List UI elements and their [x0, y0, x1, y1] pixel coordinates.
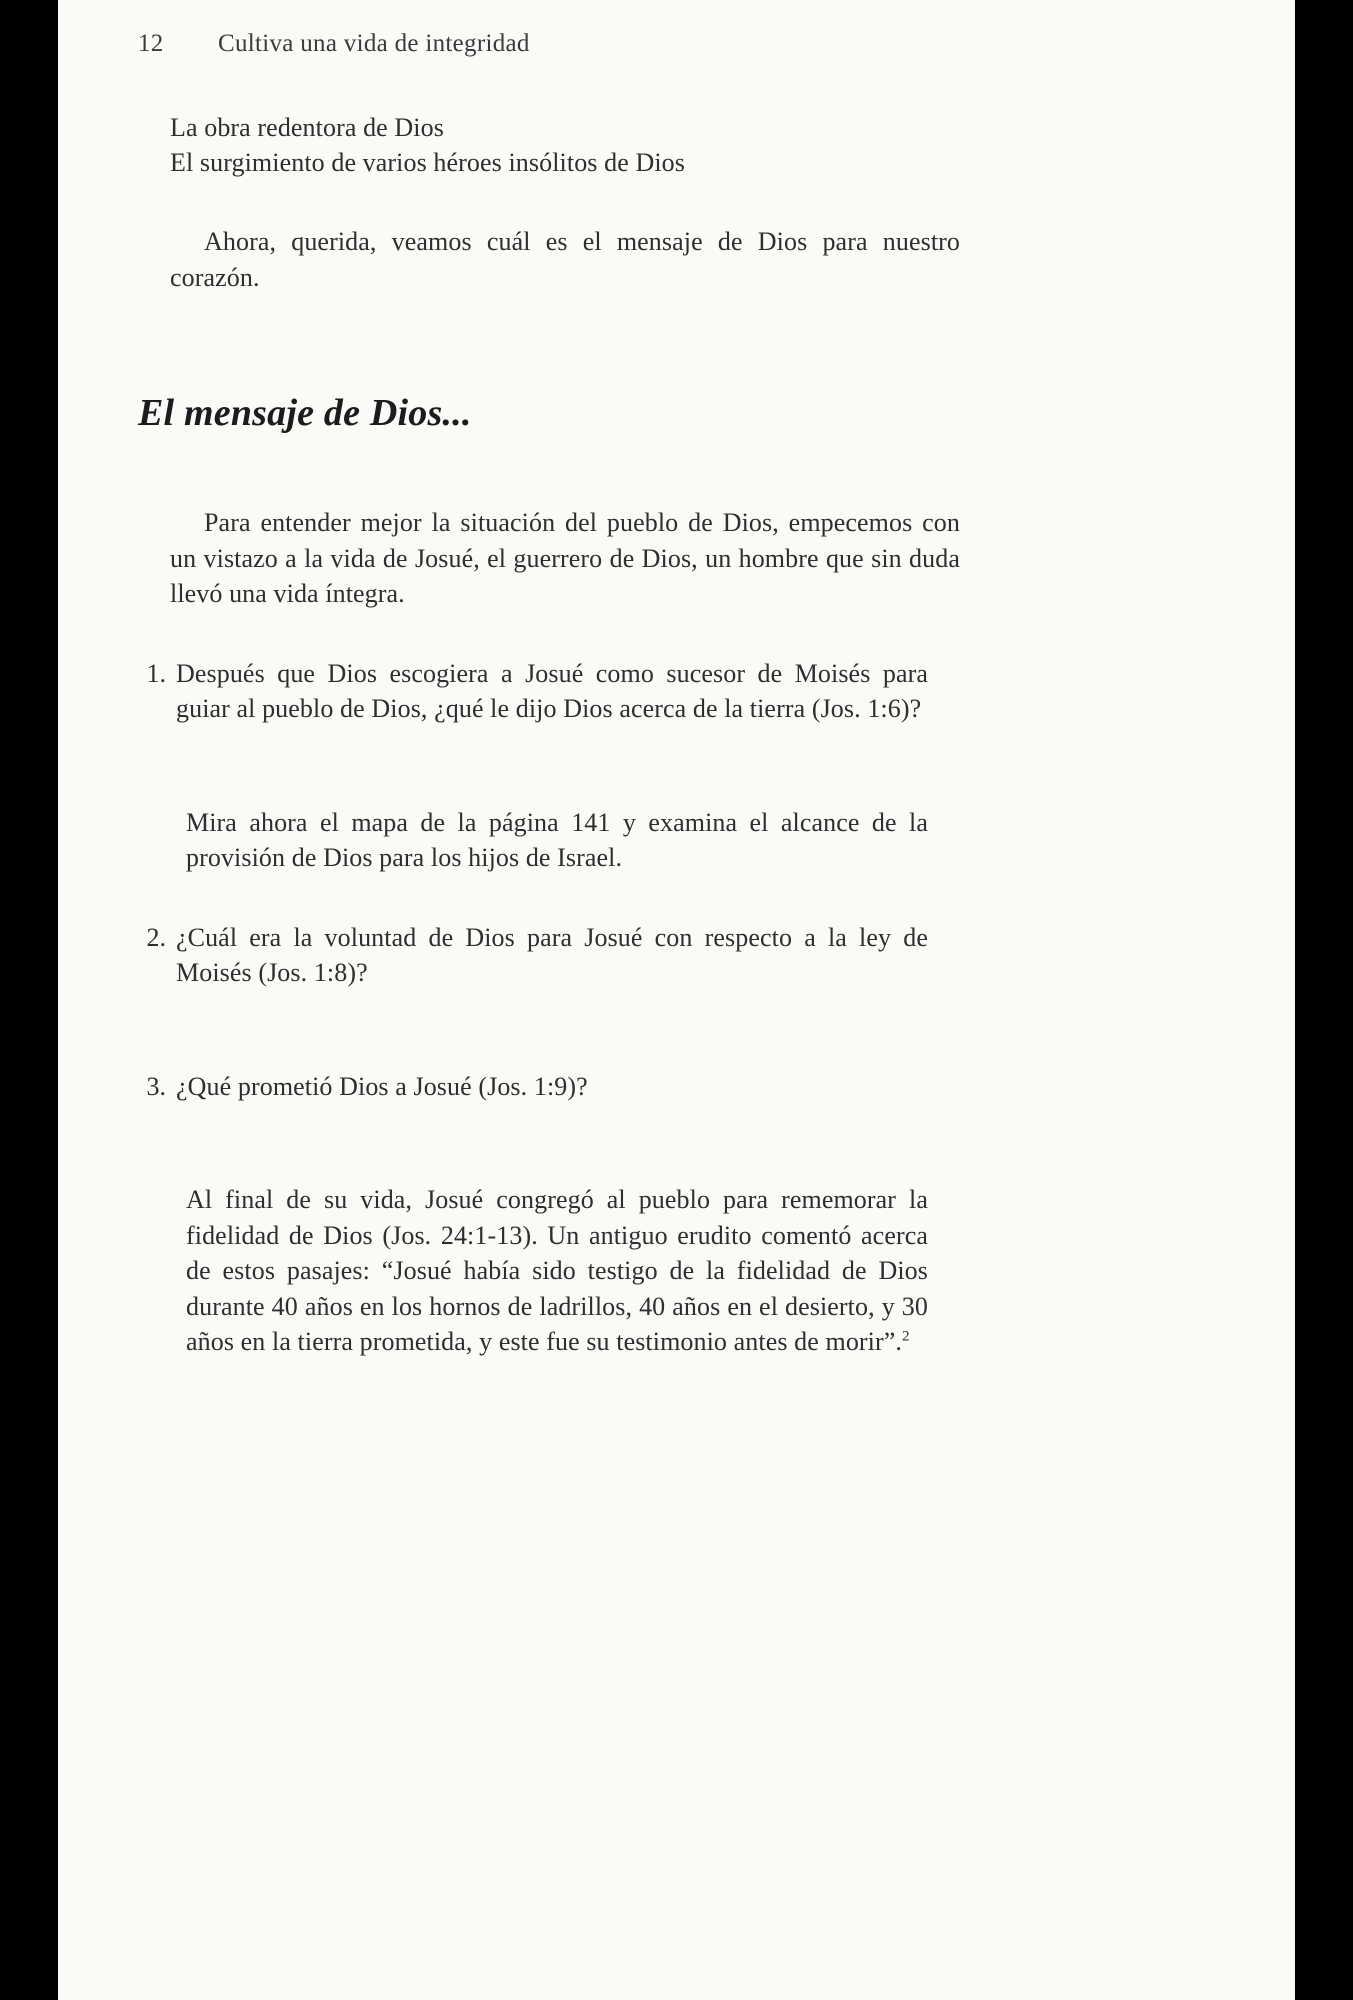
spacer	[138, 612, 1018, 656]
intro-block	[138, 505, 960, 612]
book-page	[58, 0, 1295, 2000]
spacer	[138, 180, 1018, 224]
letterbox-right	[1295, 0, 1353, 2000]
running-head	[138, 30, 1018, 58]
spacer	[138, 876, 1018, 920]
map-note-block	[138, 805, 928, 876]
footnote-marker: 2	[902, 1328, 910, 1345]
answer-space[interactable]	[138, 991, 1018, 1069]
answer-space[interactable]	[138, 1104, 1018, 1182]
question-item	[138, 920, 928, 991]
outline-line-1: La obra redentora de Dios	[170, 113, 444, 142]
page-content-column	[138, 30, 1018, 1360]
page-number: 12	[138, 30, 164, 57]
outline-block	[138, 110, 960, 180]
question-number: 3.	[146, 1071, 166, 1101]
spacer	[138, 295, 1018, 391]
closing-paragraph	[186, 1182, 928, 1360]
intro-paragraph: Para entender mejor la situación del pueblo de Dios, empecemos con un vistazo a la vida de Josué, el guerrero de Dios, un hombre que sin duda llevó una vida íntegra.	[170, 508, 960, 608]
closing-paragraph-text: Al final de su vida, Josué congregó al pueblo para rememorar la fidelidad de Dios (Jos. 24:1-13). Un antiguo erudito comentó acerca de estos pasajes: “Josué había sido testigo de la fidelidad de Dios durante 40 años en los hornos de ladrillos, 40 años en el desierto, y 30 años en la tierra prometida, y este fue su testimonio antes de morir”.	[186, 1185, 928, 1356]
transition-paragraph: Ahora, querida, veamos cuál es el mensaje de Dios para nuestro corazón.	[170, 227, 960, 292]
question-number: 1.	[146, 658, 166, 688]
question-text: ¿Cuál era la voluntad de Dios para Josué con respecto a la ley de Moisés (Jos. 1:8)?	[176, 922, 928, 987]
question-text: Después que Dios escogiera a Josué como sucesor de Moisés para guiar al pueblo de Dios, ¿qué le dijo Dios acerca de la tierra (Jos. 1:6)?	[176, 658, 928, 723]
question-text: ¿Qué prometió Dios a Josué (Jos. 1:9)?	[176, 1071, 588, 1101]
running-title: Cultiva una vida de integridad	[218, 30, 530, 57]
question-item	[138, 1069, 928, 1105]
question-number: 2.	[146, 922, 166, 952]
answer-space[interactable]	[138, 727, 1018, 805]
question-item	[138, 656, 928, 727]
letterbox-left	[0, 0, 58, 2000]
outline-line-2: El surgimiento de varios héroes insólitos de Dios	[170, 148, 685, 177]
closing-block	[138, 1182, 928, 1360]
transition-block	[138, 224, 960, 295]
spacer	[138, 435, 1018, 505]
section-heading: El mensaje de Dios...	[138, 392, 472, 434]
map-note-paragraph: Mira ahora el mapa de la página 141 y examina el alcance de la provisión de Dios para los hijos de Israel.	[186, 807, 928, 872]
